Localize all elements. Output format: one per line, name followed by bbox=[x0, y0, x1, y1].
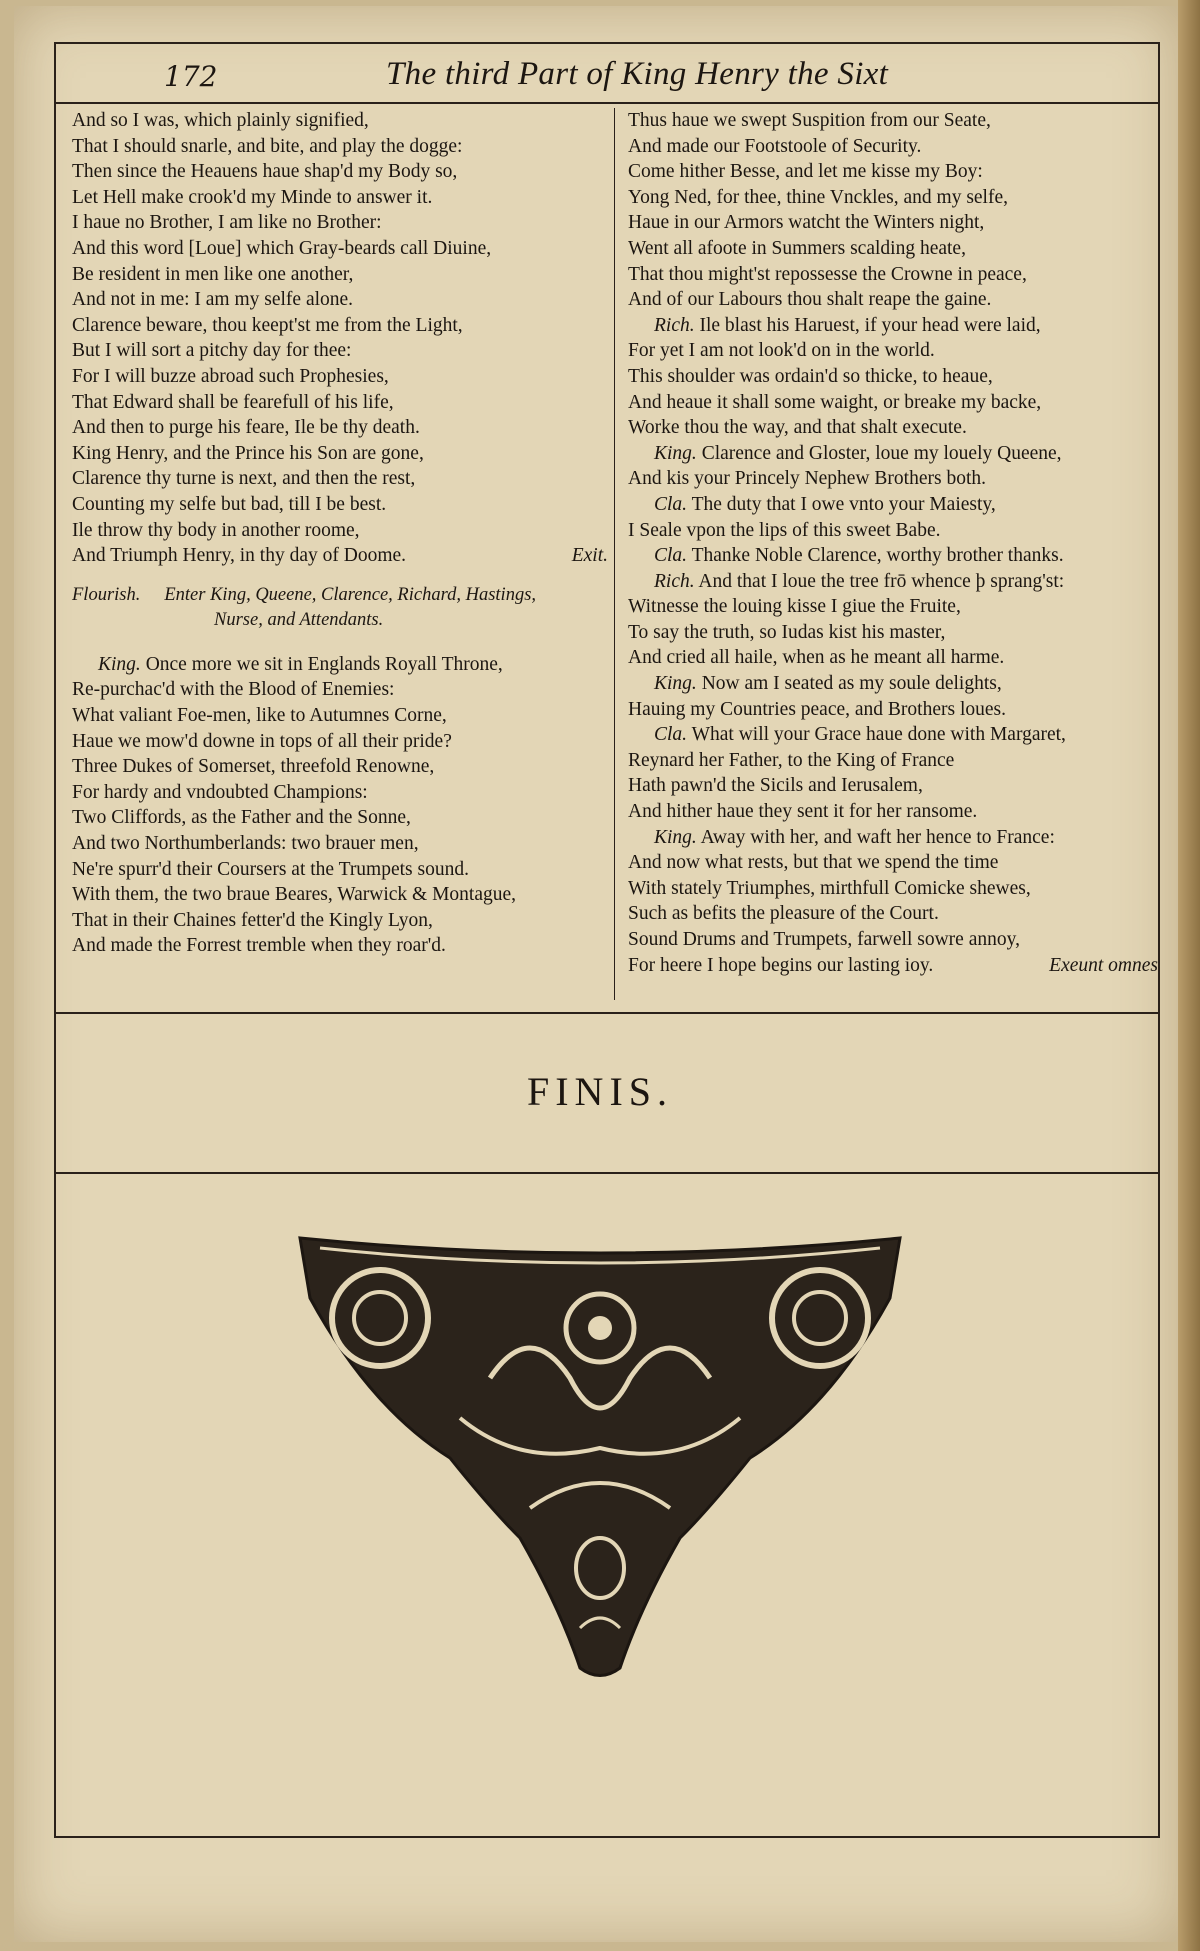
speech-text: Haue in our Armors watcht the Winters night, bbox=[628, 212, 985, 234]
speech-text: Thus haue we swept Suspition from our Seate, bbox=[628, 110, 991, 131]
verse-line: Three Dukes of Somerset, threefold Renowne, bbox=[72, 756, 435, 778]
verse-line bbox=[628, 262, 1158, 288]
king-speech bbox=[72, 677, 608, 959]
page-number: 172 bbox=[164, 60, 218, 93]
verse-line: Clarence thy turne is next, and then the rest, bbox=[72, 468, 416, 490]
verse-line bbox=[628, 313, 1158, 339]
speech-text: Once more we sit in Englands Royall Throne, bbox=[145, 653, 503, 675]
verse-line bbox=[628, 441, 1158, 467]
finis-heading: FINIS. bbox=[526, 1069, 674, 1114]
verse-line: With them, the two braue Beares, Warwick & Montague, bbox=[72, 884, 517, 906]
verse-line: Then since the Heauens haue shap'd my Body so, bbox=[72, 161, 458, 183]
verse-line bbox=[628, 645, 1158, 671]
verse-line bbox=[628, 364, 1158, 390]
speech-text: Reynard her Father, to the King of France bbox=[628, 749, 955, 771]
speech-text: With stately Triumphes, mirthfull Comicke shewes, bbox=[628, 877, 1031, 899]
rule-text-end bbox=[54, 1012, 1158, 1014]
verse-line: King Henry, and the Prince his Son are gone, bbox=[72, 442, 424, 464]
flourish-label: Flourish. bbox=[72, 584, 141, 605]
verse-line: Clarence beware, thou keept'st me from the Light, bbox=[72, 314, 463, 336]
verse-line bbox=[628, 876, 1158, 902]
verse-line: Let Hell make crook'd my Minde to answer it. bbox=[72, 186, 433, 208]
speech-text: This shoulder was ordain'd so thicke, to heaue, bbox=[628, 365, 993, 387]
verse-line bbox=[628, 287, 1158, 313]
speech-text: Now am I seated as my soule delights, bbox=[701, 673, 1002, 695]
verse-line: And so I was, which plainly signified, bbox=[72, 110, 369, 131]
speech-text: And made our Footstoole of Security. bbox=[628, 135, 922, 157]
speech-text: And hither haue they sent it for her ransome. bbox=[628, 801, 978, 823]
speech-text: The duty that I owe vnto your Maiesty, bbox=[691, 493, 996, 515]
speech-text: What will your Grace haue done with Margaret, bbox=[691, 724, 1066, 746]
speech-text: That thou might'st repossesse the Crowne in peace, bbox=[628, 263, 1027, 285]
speech-text: Hath pawn'd the Sicils and Ierusalem, bbox=[628, 775, 923, 797]
verse-line bbox=[628, 671, 1158, 697]
speech-text: Witnesse the louing kisse I giue the Fruite, bbox=[628, 596, 961, 618]
verse-line: Counting my selfe but bad, till I be best. bbox=[72, 493, 387, 515]
verse-line: That in their Chaines fetter'd the Kingly Lyon, bbox=[72, 909, 433, 931]
speech-text: Yong Ned, for thee, thine Vnckles, and my selfe, bbox=[628, 186, 1009, 208]
verse-line: And two Northumberlands: two brauer men, bbox=[72, 833, 419, 855]
verse-line: For I will buzze abroad such Prophesies, bbox=[72, 365, 389, 387]
speaker-label: King. bbox=[654, 826, 697, 848]
speaker-label: Rich. bbox=[654, 570, 695, 592]
woodcut-tailpiece-ornament-icon bbox=[290, 1208, 910, 1688]
verse-line: For hardy and vndoubted Champions: bbox=[72, 781, 368, 803]
rule-bottom bbox=[54, 1836, 1158, 1838]
page-edge bbox=[1178, 0, 1200, 1951]
verse-line bbox=[628, 492, 1158, 518]
speech-text: I Seale vpon the lips of this sweet Babe. bbox=[628, 519, 941, 541]
running-title: The third Part of King Henry the Sixt bbox=[386, 56, 889, 92]
verse-line: But I will sort a pitchy day for thee: bbox=[72, 340, 352, 362]
dialogue bbox=[628, 108, 1158, 978]
verse-line bbox=[628, 185, 1158, 211]
verse-line bbox=[628, 697, 1158, 723]
speech-text: Went all afoote in Summers scalding heate, bbox=[628, 237, 966, 259]
entry-line: Enter King, Queene, Clarence, Richard, Hastings, bbox=[164, 584, 537, 605]
speech-text: Away with her, and waft her hence to France: bbox=[700, 826, 1055, 848]
verse-line bbox=[628, 901, 1158, 927]
verse-line: Re-purchac'd with the Blood of Enemies: bbox=[72, 679, 395, 701]
speech-text: Worke thou the way, and that shalt execute. bbox=[628, 417, 967, 439]
verse-line: And made the Forrest tremble when they roar'd. bbox=[72, 935, 446, 957]
king-speech-first-line bbox=[72, 652, 608, 678]
exit-direction: Exit. bbox=[571, 545, 608, 567]
verse-line bbox=[628, 569, 1158, 595]
verse-line bbox=[628, 134, 1158, 160]
verse-line: Haue we mow'd downe in tops of all their pride? bbox=[72, 730, 452, 752]
verse-line: Ne're spurr'd their Coursers at the Trumpets sound. bbox=[72, 858, 469, 880]
speech-text: To say the truth, so Iudas kist his master, bbox=[628, 621, 946, 643]
verse-line bbox=[628, 594, 1158, 620]
speech-text: And kis your Princely Nephew Brothers both. bbox=[628, 468, 986, 490]
stage-direction-continued: Nurse, and Attendants. bbox=[214, 610, 384, 631]
verse-line bbox=[628, 748, 1158, 774]
verse-line bbox=[628, 825, 1158, 851]
speaker-label: King. bbox=[654, 442, 697, 464]
verse-line: And this word [Loue] which Gray-beards call Diuine, bbox=[72, 237, 492, 259]
richard-soliloquy bbox=[72, 108, 608, 569]
verse-line: What valiant Foe-men, like to Autumnes Corne, bbox=[72, 705, 447, 727]
speech-text: For heere I hope begins our lasting ioy. bbox=[628, 954, 934, 976]
verse-line bbox=[628, 236, 1158, 262]
verse-line bbox=[628, 338, 1158, 364]
right-column bbox=[628, 108, 1158, 978]
verse-line: I haue no Brother, I am like no Brother: bbox=[72, 212, 382, 234]
verse-line: That I should snarle, and bite, and play the dogge: bbox=[72, 135, 463, 157]
rule-top bbox=[54, 42, 1158, 44]
verse-line: Two Cliffords, as the Father and the Sonne, bbox=[72, 807, 411, 829]
verse-line: And not in me: I am my selfe alone. bbox=[72, 289, 354, 311]
verse-line bbox=[628, 390, 1158, 416]
speech-text: And of our Labours thou shalt reape the gaine. bbox=[628, 289, 992, 311]
speech-text: Ile blast his Haruest, if your head were laid, bbox=[699, 314, 1041, 336]
verse-line bbox=[628, 799, 1158, 825]
verse-line bbox=[628, 927, 1158, 953]
verse-line bbox=[628, 466, 1158, 492]
speech-text: Such as befits the pleasure of the Court. bbox=[628, 903, 939, 925]
left-column bbox=[72, 108, 608, 959]
verse-line bbox=[628, 543, 1158, 569]
speech-text: Come hither Besse, and let me kisse my Boy: bbox=[628, 161, 983, 183]
verse-line: Be resident in men like one another, bbox=[72, 263, 354, 285]
speaker-label: King. bbox=[98, 653, 141, 675]
page-header bbox=[66, 56, 1146, 102]
speech-text: Clarence and Gloster, loue my louely Queene, bbox=[701, 442, 1062, 464]
speaker-label: King. bbox=[654, 673, 697, 695]
rule-header bbox=[54, 102, 1158, 104]
speech-text: Hauing my Countries peace, and Brothers loues. bbox=[628, 698, 1006, 720]
verse-line bbox=[628, 210, 1158, 236]
speech-text: And cried all haile, when as he meant all harme. bbox=[628, 647, 1005, 669]
verse-line bbox=[628, 850, 1158, 876]
speaker-label: Cla. bbox=[654, 545, 688, 567]
verse-line bbox=[628, 415, 1158, 441]
verse-line bbox=[628, 953, 1158, 979]
verse-line: That Edward shall be fearefull of his life, bbox=[72, 391, 394, 413]
stage-direction bbox=[72, 583, 608, 609]
verse-line: Ile throw thy body in another roome, bbox=[72, 519, 360, 541]
speech-text: And heaue it shall some waight, or breake my backe, bbox=[628, 391, 1042, 413]
speech-text: For yet I am not look'd on in the world. bbox=[628, 340, 935, 362]
verse-line bbox=[628, 108, 1158, 134]
rule-finis bbox=[54, 1172, 1158, 1174]
speech-text: Thanke Noble Clarence, worthy brother thanks. bbox=[691, 545, 1064, 567]
verse-line bbox=[628, 159, 1158, 185]
column-divider bbox=[614, 108, 615, 1000]
exeunt-direction: Exeunt omnes bbox=[1049, 954, 1158, 976]
verse-line: And then to purge his feare, Ile be thy death. bbox=[72, 417, 420, 439]
verse-line: And Triumph Henry, in thy day of Doome. Exit. bbox=[72, 543, 608, 569]
speaker-label: Cla. bbox=[654, 724, 688, 746]
verse-line bbox=[628, 773, 1158, 799]
speaker-label: Cla. bbox=[654, 493, 688, 515]
speaker-label: Rich. bbox=[654, 314, 695, 336]
verse-line bbox=[628, 722, 1158, 748]
verse-line bbox=[628, 518, 1158, 544]
speech-text: Sound Drums and Trumpets, farwell sowre annoy, bbox=[628, 929, 1020, 950]
speech-text: And that I loue the tree frō whence þ sprang'st: bbox=[698, 570, 1065, 592]
speech-text: And now what rests, but that we spend the time bbox=[628, 852, 999, 874]
verse-line bbox=[628, 620, 1158, 646]
